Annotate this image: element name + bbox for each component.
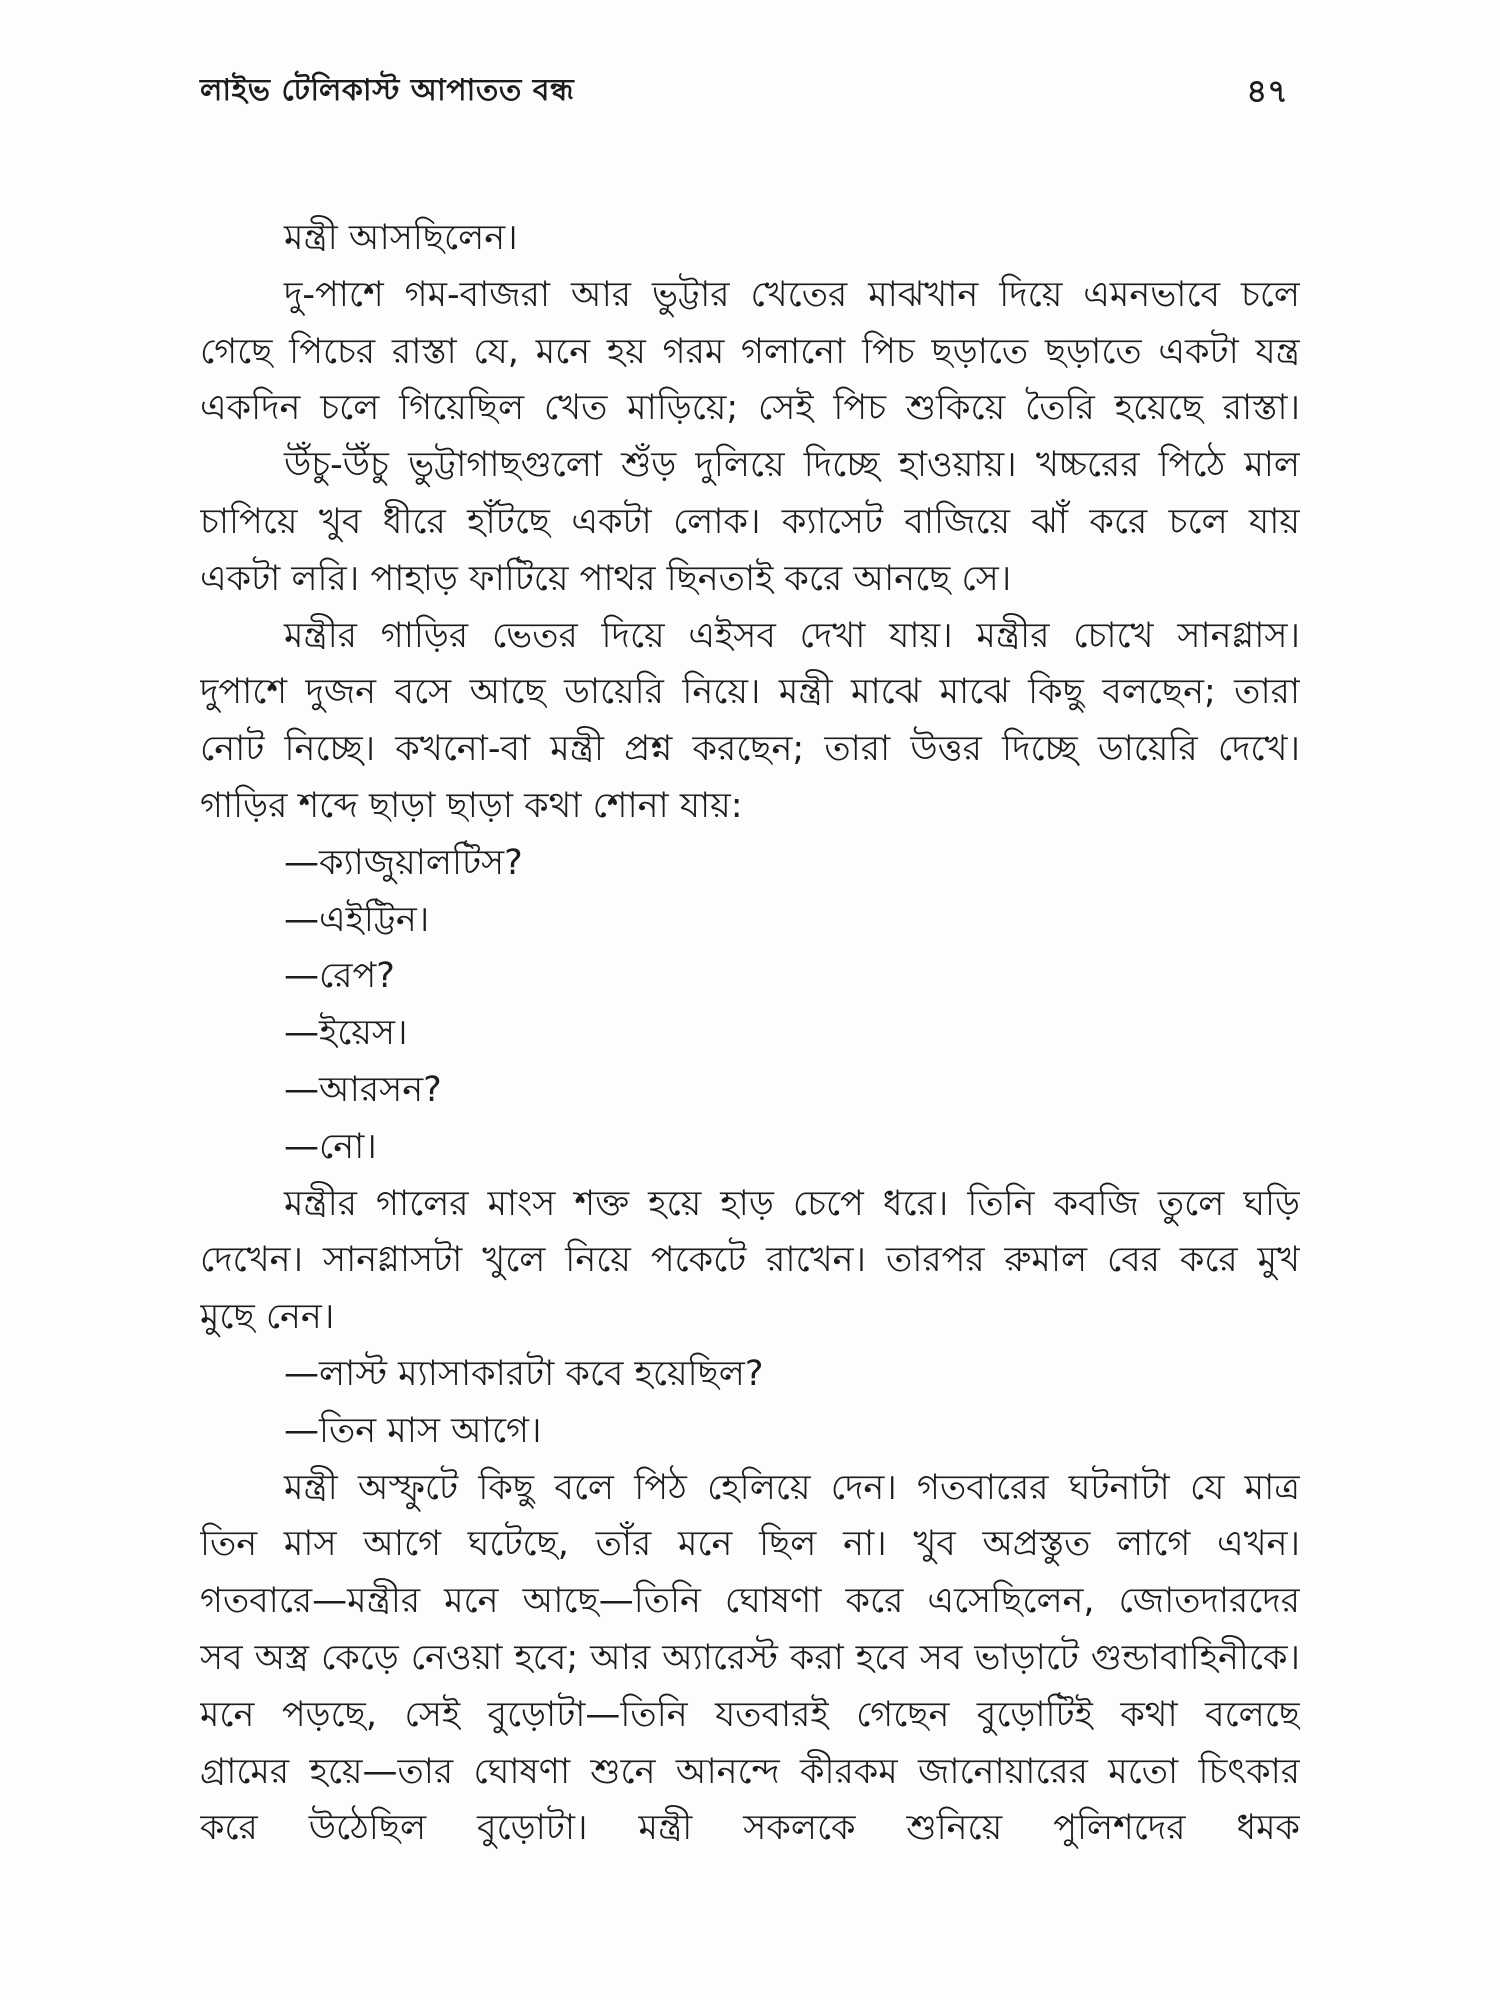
- page-number: ৪৭: [1246, 72, 1288, 110]
- dialogue-line: —লাস্ট ম্যাসাকারটা কবে হয়েছিল?: [284, 1353, 764, 1394]
- text-line: গ্রামের হয়ে—তার ঘোষণা শুনে আনন্দে কীরকম জানোয়ারের মতো চিৎকার: [200, 1751, 1300, 1792]
- text-line: চাপিয়ে খুব ধীরে হাঁটছে একটা লোক। ক্যাসেট বাজিয়ে ঝাঁ করে চলে যায়: [200, 501, 1300, 542]
- text-line: গতবারে—মন্ত্রীর মনে আছে—তিনি ঘোষণা করে এসেছিলেন, জোতদারদের: [200, 1581, 1300, 1622]
- text-line: মুছে নেন।: [200, 1297, 335, 1338]
- text-line: মন্ত্রী আসছিলেন।: [284, 218, 518, 258]
- text-line: করে উঠেছিল বুড়োটা। মন্ত্রী সকলকে শুনিয়ে পুলিশদের ধমক: [200, 1808, 1300, 1849]
- text-line: উঁচু-উঁচু ভুট্টাগাছগুলো শুঁড় দুলিয়ে দিচ্ছে হাওয়ায়। খচ্চরের পিঠে মাল: [284, 445, 1300, 486]
- text-line: তিন মাস আগে ঘটেছে, তাঁর মনে ছিল না। খুব অপ্রস্তুত লাগে এখন।: [200, 1524, 1300, 1565]
- body-text: [200, 210, 1300, 1857]
- text-line: মন্ত্রীর গাড়ির ভেতর দিয়ে এইসব দেখা যায়। মন্ত্রীর চোখে সানগ্লাস।: [284, 615, 1300, 656]
- dialogue-line: —আরসন?: [284, 1069, 442, 1110]
- text-line: দু-পাশে গম-বাজরা আর ভুট্টার খেতের মাঝখান দিয়ে এমনভাবে চলে: [284, 274, 1300, 315]
- dialogue-line: —এইট্টিন।: [284, 899, 430, 940]
- text-line: মন্ত্রীর গালের মাংস শক্ত হয়ে হাড় চেপে ধরে। তিনি কবজি তুলে ঘড়ি: [284, 1183, 1300, 1224]
- text-line: নোট নিচ্ছে। কখনো-বা মন্ত্রী প্রশ্ন করছেন; তারা উত্তর দিচ্ছে ডায়েরি দেখে।: [200, 729, 1300, 770]
- text-line: সব অস্ত্র কেড়ে নেওয়া হবে; আর অ্যারেস্ট করা হবে সব ভাড়াটে গুন্ডাবাহিনীকে।: [200, 1637, 1300, 1678]
- dialogue-line: —তিন মাস আগে।: [284, 1410, 542, 1451]
- text-line: একটা লরি। পাহাড় ফাটিয়ে পাথর ছিনতাই করে আনছে সে।: [200, 558, 1012, 599]
- text-line: দুপাশে দুজন বসে আছে ডায়েরি নিয়ে। মন্ত্রী মাঝে মাঝে কিছু বলছেন; তারা: [200, 672, 1300, 713]
- dialogue-line: —ক্যাজুয়ালটিস?: [284, 842, 523, 883]
- text-line: একদিন চলে গিয়েছিল খেত মাড়িয়ে; সেই পিচ শুকিয়ে তৈরি হয়েছে রাস্তা।: [200, 388, 1300, 429]
- dialogue-line: —ইয়েস।: [284, 1013, 408, 1054]
- dialogue-line: —রেপ?: [284, 956, 395, 997]
- text-line: মনে পড়ছে, সেই বুড়োটা—তিনি যতবারই গেছেন বুড়োটিই কথা বলেছে: [200, 1694, 1300, 1735]
- text-line: দেখেন। সানগ্লাসটা খুলে নিয়ে পকেটে রাখেন। তারপর রুমাল বের করে মুখ: [200, 1240, 1300, 1281]
- text-line: মন্ত্রী অস্ফুটে কিছু বলে পিঠ হেলিয়ে দেন। গতবারের ঘটনাটা যে মাত্র: [284, 1467, 1300, 1508]
- text-line: গাড়ির শব্দে ছাড়া ছাড়া কথা শোনা যায়:: [200, 785, 743, 826]
- text-line: গেছে পিচের রাস্তা যে, মনে হয় গরম গলানো পিচ ছড়াতে ছড়াতে একটা যন্ত্র: [200, 331, 1300, 372]
- dialogue-line: —নো।: [284, 1126, 377, 1167]
- running-title: লাইভ টেলিকাস্ট আপাতত বন্ধ: [200, 73, 575, 108]
